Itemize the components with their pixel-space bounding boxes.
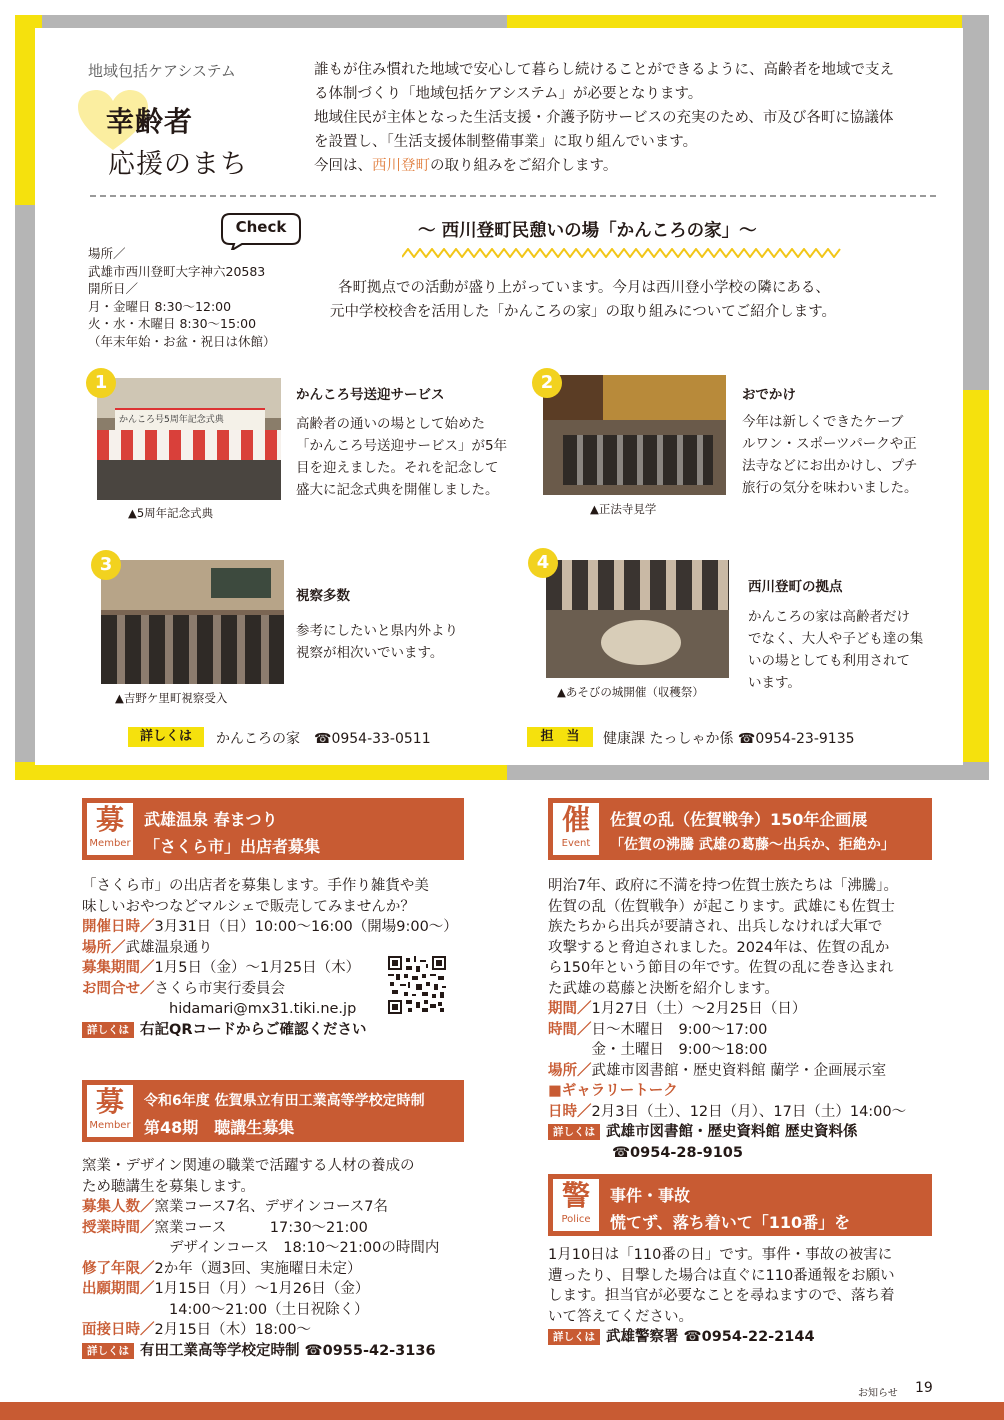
row-text: 窯業・デザイン関連の職業で活躍する人材の養成の	[82, 1158, 415, 1174]
photo-blackboard	[211, 568, 271, 598]
row-text: 1月5日（金）～1月25日（木）	[154, 960, 361, 976]
body-row	[82, 1279, 472, 1300]
body-line: います。	[748, 675, 801, 691]
item-title: 視察多数	[296, 588, 350, 604]
notice-header	[548, 1174, 932, 1236]
body-line: いの場としても利用されて	[748, 653, 910, 669]
intro-last-line	[314, 154, 944, 178]
notice-body	[82, 876, 458, 1040]
item-number: 2	[532, 368, 562, 398]
row-label: 授業時間／	[82, 1219, 155, 1236]
more-label: 詳しくは	[548, 1124, 600, 1140]
body-line: 「かんころ号送迎サービス」が5年	[296, 438, 508, 454]
body-line: 法寺などにお出かけし、プチ	[742, 458, 918, 474]
notice-body	[548, 1245, 938, 1348]
body-line: 旅行の気分を味わいました。	[742, 480, 918, 496]
check-lead-1: 各町拠点での活動が盛り上がっています。今月は西川登小学校の隣にある、	[338, 280, 830, 296]
item-body	[742, 411, 918, 499]
row-text: 窯業コース7名、デザインコース7名	[154, 1199, 388, 1215]
body-line: 視察が相次いでいます。	[296, 645, 444, 661]
row-label: ■ギャラリートーク	[548, 1083, 678, 1099]
check-heading: ～ 西川登町民憩いの場「かんころの家」～	[418, 221, 757, 241]
body-row	[82, 1259, 472, 1280]
item-title: 西川登町の拠点	[748, 579, 843, 595]
body-row	[548, 1081, 938, 1102]
body-row	[82, 1177, 472, 1198]
badge-kanji: 募	[95, 803, 124, 836]
check-lead-2: 元中学校校舎を活用した「かんころの家」の取り組みについてご紹介します。	[330, 304, 837, 320]
row-text: さくら市実行委員会	[154, 980, 285, 997]
row-label: 募集人数／	[82, 1199, 155, 1215]
system-label: 地域包括ケアシステム	[88, 62, 236, 80]
badge-kanji: 催	[561, 803, 590, 836]
row-text: 遭ったり、目撃した場合は直ぐに110番通報をお願い	[548, 1267, 895, 1284]
intro-line: 地域住民が主体となった生活支援・介護予防サービスの充実のため、市及び各町に協議体	[314, 110, 894, 126]
intro-text	[314, 58, 944, 178]
row-text: 窯業コース 17:30～21:00	[154, 1219, 368, 1236]
more-info-label: 詳しくは	[128, 727, 204, 747]
row-label: 期間／	[548, 1001, 592, 1017]
row-text: 3月31日（日）10:00～16:00（開場9:00～）	[154, 919, 458, 935]
notice-body	[82, 1156, 472, 1361]
photo-children	[546, 560, 729, 610]
notice-subtitle: 「佐賀の沸騰 武雄の葛藤～出兵か、拒絶か」	[610, 837, 895, 853]
row-text: 佐賀の乱（佐賀戦争）が起こります。武雄にも佐賀士	[548, 898, 895, 915]
item-number: 3	[91, 550, 121, 580]
row-text: 族たちから出兵が要請され、出兵しなければ大軍で	[548, 919, 883, 935]
photo-inspection	[101, 560, 284, 684]
frame-right-gray	[962, 15, 989, 390]
row-text: 2月3日（土）、12日（月）、17日（土）14:00～	[591, 1103, 907, 1120]
body-line: 今年は新しくできたケーブ	[742, 414, 904, 430]
banner-text: かんころ号5周年記念式典	[119, 415, 224, 425]
notice-header	[82, 1080, 464, 1142]
photo-altar	[603, 375, 726, 420]
notice-title: 令和6年度 佐賀県立有田工業高等学校定時制	[144, 1093, 425, 1109]
badge-en: Event	[561, 838, 591, 849]
intro-line: 誰もが住み慣れた地域で安心して暮らし続けることができるように、高齢者を地域で支え	[314, 62, 894, 78]
badge-en: Member	[89, 1120, 131, 1131]
body-row	[548, 876, 938, 897]
notice-body	[548, 876, 938, 1163]
more-row	[82, 1341, 472, 1362]
more-row	[548, 1122, 938, 1143]
body-row	[548, 1245, 938, 1266]
charge-contact: 健康課 たっしゃか係 ☎0954-23-9135	[603, 731, 855, 747]
body-line: 参考にしたいと県内外より	[296, 623, 458, 639]
body-line: かんころの家は高齢者だけ	[748, 609, 910, 625]
body-row	[548, 897, 938, 918]
body-row	[82, 917, 458, 938]
notice-header	[82, 798, 464, 860]
row-label: 修了年限／	[82, 1260, 155, 1277]
divider	[90, 195, 936, 197]
more-text-2: ☎0954-28-9105	[612, 1144, 743, 1161]
photo-stage	[97, 430, 281, 460]
body-row	[82, 1320, 472, 1341]
item-number: 1	[86, 368, 116, 398]
item-body	[296, 620, 458, 664]
notice-subtitle: 第48期 聴講生募集	[144, 1118, 295, 1137]
photo-harvest	[546, 560, 729, 678]
row-text: 明治7年、政府に不満を持つ佐賀士族たちは「沸騰」。	[548, 878, 898, 894]
body-row	[548, 999, 938, 1020]
more-label: 詳しくは	[548, 1329, 600, 1345]
row-text: 2か年（週3回、実施曜日未定）	[154, 1260, 362, 1277]
notice-header	[548, 798, 932, 860]
row-label: 時間／	[548, 1021, 592, 1038]
body-row	[82, 1218, 472, 1239]
intro-line: る体制づくり「地域包括ケアシステム」が必要となります。	[314, 86, 703, 102]
heading-zigzag	[402, 243, 842, 253]
notice-badge	[87, 803, 133, 855]
more-text: 有田工業高等学校定時制 ☎0955-42-3136	[140, 1342, 436, 1359]
body-line: 盛大に記念式典を開催しました。	[296, 482, 499, 498]
row-label: 出願期間／	[82, 1281, 155, 1297]
body-row	[548, 917, 938, 938]
body-row	[82, 1300, 472, 1321]
more-row-2	[548, 1143, 938, 1164]
check-badge-label: Check	[235, 218, 287, 236]
row-label: 募集期間／	[82, 960, 155, 976]
more-row	[82, 1020, 412, 1041]
notice-badge	[553, 803, 599, 855]
row-text: ら150年という節目の年です。佐賀の乱に巻き込まれ	[548, 960, 894, 976]
row-text: 1月15日（月）～1月26日（金）	[154, 1281, 370, 1297]
frame-right-yellow	[962, 390, 989, 780]
body-row	[82, 958, 412, 979]
row-text: します。担当官が必要なことを尋ねますので、落ち着	[548, 1288, 895, 1304]
intro-prefix: 今回は、	[314, 158, 372, 174]
row-text: 攻撃すると脅迫されました。2024年は、佐賀の乱か	[548, 939, 890, 956]
page-number: 19	[915, 1380, 933, 1396]
row-text: いて答えてください。	[548, 1308, 693, 1325]
more-text: 武雄市図書館・歴史資料館 歴史資料係	[606, 1124, 858, 1140]
body-row	[548, 1286, 938, 1307]
body-row	[82, 999, 412, 1020]
item-title: おでかけ	[742, 387, 796, 403]
body-row	[82, 1156, 472, 1177]
body-row	[82, 876, 429, 897]
footer-section: お知らせ	[858, 1388, 898, 1399]
row-text: 武雄市図書館・歴史資料館 蘭学・企画展示室	[591, 1062, 887, 1079]
item-caption: ▲正法寺見学	[590, 502, 657, 516]
item-caption: ▲あそびの城開催（収穫祭）	[557, 685, 704, 699]
more-text: 武雄警察署 ☎0954-22-2144	[606, 1329, 815, 1345]
more-label: 詳しくは	[82, 1343, 134, 1359]
row-text: た武雄の葛藤と決断を紹介します。	[548, 980, 779, 997]
row-label: お問合せ／	[82, 980, 155, 997]
body-line: 目を迎えました。それを記念して	[296, 460, 499, 476]
item-title: かんころ号送迎サービス	[296, 387, 445, 403]
row-label: 面接日時／	[82, 1322, 155, 1338]
badge-en: Police	[561, 1214, 591, 1225]
body-row	[82, 979, 412, 1000]
item-caption: ▲5周年記念式典	[128, 506, 214, 520]
info-line: 武雄市西川登町大字神六20583	[88, 263, 266, 279]
notice-subtitle: 慌てず、落ち着いて「110番」を	[610, 1213, 851, 1232]
photo-temple	[543, 375, 726, 495]
photo-crowd	[97, 460, 281, 500]
row-text: 金・土曜日 9:00～18:00	[548, 1042, 768, 1058]
body-row	[548, 1061, 938, 1082]
body-row	[548, 1040, 938, 1061]
title-line2: 応援のまち	[108, 149, 248, 180]
row-text: hidamari@mx31.tiki.ne.jp	[82, 1001, 357, 1017]
info-line: 月・金曜日 8:30～12:00	[88, 298, 232, 314]
intro-line: を設置し、「生活支援体制整備事業」に取り組んでいます。	[314, 134, 698, 150]
badge-en: Member	[89, 838, 131, 849]
photo-audience	[101, 615, 284, 684]
body-line: ルワン・スポーツパークや正	[742, 436, 917, 452]
row-text: 日～木曜日 9:00～17:00	[591, 1021, 768, 1038]
notice-title: 佐賀の乱（佐賀戦争）150年企画展	[610, 810, 868, 829]
body-line: 高齢者の通いの場として始めた	[296, 416, 485, 432]
info-line: 開所日／	[88, 281, 139, 296]
notice-title: 事件・事故	[610, 1186, 691, 1205]
body-row	[548, 1307, 938, 1328]
intro-highlight: 西川登町	[372, 158, 430, 174]
row-label: 場所／	[82, 939, 126, 956]
notice-badge	[87, 1085, 133, 1137]
photo-pot	[601, 620, 681, 665]
footer-bar	[0, 1402, 1004, 1420]
row-text: 2月15日（木）18:00～	[154, 1322, 311, 1338]
row-text: ため聴講生を募集します。	[82, 1178, 255, 1195]
charge-label: 担 当	[527, 727, 593, 747]
row-text: 味しいおやつなどマルシェで販売してみませんか？	[82, 898, 415, 915]
row-text: デザインコース 18:10～21:00の時間内	[82, 1240, 440, 1256]
notice-subtitle: 「さくら市」出店者募集	[144, 837, 321, 856]
info-line: 火・水・木曜日 8:30～15:00	[88, 316, 257, 331]
row-text: 1月27日（土）～2月25日（日）	[591, 1001, 807, 1017]
item-caption: ▲吉野ケ里町視察受入	[115, 691, 228, 705]
qr-code-icon[interactable]	[388, 956, 446, 1014]
body-row	[548, 1266, 938, 1287]
body-row	[82, 1238, 472, 1259]
more-row	[548, 1327, 938, 1348]
info-line: 場所／	[88, 246, 126, 261]
title-line1: 幸齢者	[106, 105, 194, 138]
body-row	[548, 958, 938, 979]
body-row	[548, 1020, 938, 1041]
body-row	[548, 938, 938, 959]
more-label: 詳しくは	[82, 1022, 134, 1038]
body-line: でなく、大人や子ども達の集	[748, 631, 924, 647]
photo-ceremony	[97, 378, 281, 500]
notice-badge	[553, 1179, 599, 1231]
row-label: 開催日時／	[82, 919, 155, 935]
photo-people	[563, 435, 713, 485]
item-number: 4	[528, 548, 558, 578]
intro-suffix: の取り組みをご紹介します。	[430, 158, 618, 174]
row-text: 武雄温泉通り	[125, 939, 213, 956]
body-row	[82, 897, 415, 918]
info-line: （年末年始・お盆・祝日は休館）	[88, 333, 276, 349]
body-row	[548, 1102, 938, 1123]
more-text: 右記QRコードからご確認ください	[140, 1021, 367, 1038]
body-row	[82, 1197, 472, 1218]
badge-kanji: 募	[95, 1085, 124, 1118]
row-text: 1月10日は「110番の日」です。事件・事故の被害に	[548, 1247, 893, 1263]
badge-kanji: 警	[561, 1179, 590, 1212]
row-text: 「さくら市」の出店者を募集します。手作り雑貨や美	[82, 878, 429, 894]
row-text: 14:00～21:00（土日祝除く）	[82, 1301, 369, 1318]
item-body	[748, 606, 923, 694]
body-row	[82, 938, 412, 959]
row-label: 場所／	[548, 1062, 592, 1079]
facility-info	[88, 245, 298, 350]
item-body	[296, 413, 507, 501]
check-badge	[220, 210, 302, 250]
notice-title: 武雄温泉 春まつり	[144, 810, 278, 829]
row-label: 日時／	[548, 1103, 592, 1120]
body-row	[548, 979, 938, 1000]
more-info-contact: かんころの家 ☎0954-33-0511	[216, 731, 431, 747]
